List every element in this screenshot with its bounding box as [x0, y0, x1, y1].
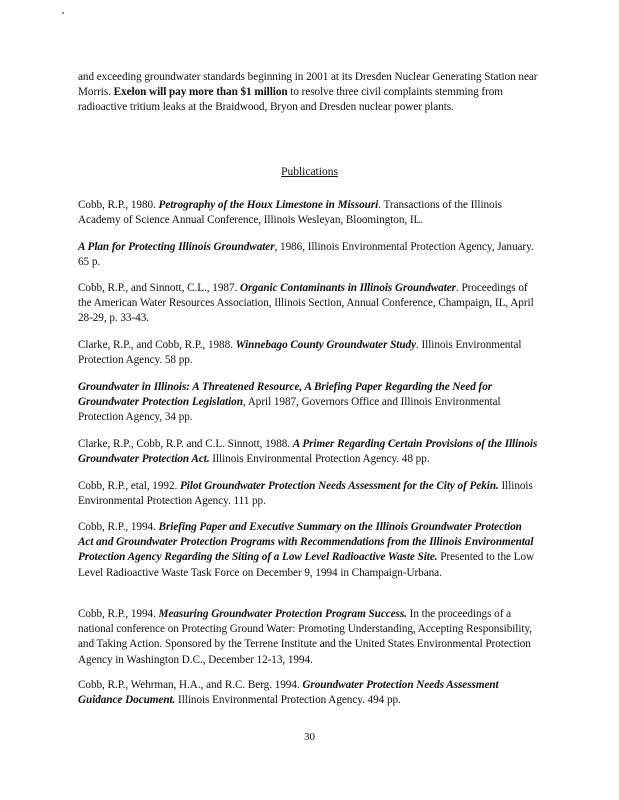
entry-details: Illinois Environmental Protection Agency. 111 pp.	[78, 480, 533, 508]
entry-title: A Primer Regarding Certain Provisions of the Illinois Groundwater Protection Act.	[78, 438, 538, 466]
publication-entry	[78, 240, 538, 270]
entry-authors: Clarke, R.P., and Cobb, R.P., 1988.	[78, 339, 236, 351]
entry-authors: Cobb, R.P., 1994.	[78, 521, 159, 533]
entry-authors: Cobb, R.P., Wehrman, H.A., and R.C. Berg. 1994.	[78, 679, 303, 691]
entry-details: In the proceedings of a national conference on Protecting Ground Water: Promoting Understanding, Accepting Responsibility, and Taking Action. Sponsored by the Terrene Institute and the United States Environmental Protection Agency in Washington D.C., December 12-13, 1994.	[78, 608, 533, 666]
intro-text-2: to resolve three civil complaints stemming from radioactive tritium leaks at the Braidwood, Bryon and Dresden nuclear power plants.	[78, 86, 503, 114]
publication-entry	[78, 198, 538, 228]
publication-entry	[78, 479, 538, 509]
entry-title: Briefing Paper and Executive Summary on the Illinois Groundwater Protection Act and Groundwater Protection Programs with Recommendations from the Illinois Environmental Protection Agency Regarding the Siting of a Low Level Radioactive Waste Site.	[78, 521, 534, 564]
intro-paragraph	[78, 70, 538, 116]
entry-details: , 1986, Illinois Environmental Protection Agency, January. 65 p.	[78, 241, 534, 269]
entry-details: . Proceedings of the American Water Resources Association, Illinois Section, Annual Conference, Champaign, IL, April 28-29, p. 33-43.	[78, 282, 534, 325]
entry-authors: Cobb, R.P., 1994.	[78, 608, 159, 620]
entry-authors: Cobb, R.P., etal, 1992.	[78, 480, 180, 492]
publication-entry	[78, 338, 538, 368]
entry-title: Groundwater Protection Needs Assessment Guidance Document.	[78, 679, 499, 707]
entry-details: Illinois Environmental Protection Agency. 48 pp.	[209, 453, 430, 466]
entry-authors: Clarke, R.P., Cobb, R.P. and C.L. Sinnott, 1988.	[78, 438, 293, 450]
entry-title: Groundwater in Illinois: A Threatened Resource, A Briefing Paper Regarding the Need for Groundwater Protection Legislation	[78, 381, 493, 409]
entry-title: Pilot Groundwater Protection Needs Assessment for the City of Pekin.	[179, 480, 499, 492]
intro-bold-text: Exelon will pay more than $1 million	[113, 86, 288, 99]
entry-authors: Cobb, R.P., 1980.	[78, 199, 159, 211]
publication-entry	[78, 520, 538, 581]
entry-title: Organic Contaminants in Illinois Groundwater	[239, 282, 456, 294]
entry-authors: Cobb, R.P., and Sinnott, C.L., 1987.	[78, 282, 240, 294]
entry-title: Petrography of the Houx Limestone in Missouri	[158, 199, 379, 211]
page-number: 30	[304, 731, 315, 743]
entry-details: Presented to the Low Level Radioactive Waste Task Force on December 9, 1994 in Champaign-Urbana.	[78, 551, 535, 579]
intro-text-1: and exceeding groundwater standards beginning in 2001 at its Dresden Nuclear Generating Station near Morris.	[78, 71, 538, 99]
entry-details: Illinois Environmental Protection Agency. 494 pp.	[175, 694, 401, 707]
entry-details: . Illinois Environmental Protection Agency. 58 pp.	[78, 339, 522, 367]
publication-entry	[78, 281, 538, 327]
entry-title: Measuring Groundwater Protection Program Success.	[158, 608, 407, 620]
publication-entry	[78, 437, 538, 467]
publication-entry	[78, 678, 538, 708]
scan-speck	[62, 12, 64, 14]
entry-title: A Plan for Protecting Illinois Groundwater	[78, 241, 275, 253]
publication-entry	[78, 607, 538, 668]
entry-title: Winnebago County Groundwater Study	[235, 339, 416, 351]
entry-details: , April 1987, Governors Office and Illinois Environmental Protection Agency, 34 pp.	[78, 396, 501, 424]
publications-heading: Publications	[281, 166, 338, 178]
entry-details: . Transactions of the Illinois Academy of Science Annual Conference, Illinois Wesleyan, Bloomington, IL.	[78, 199, 502, 227]
publication-entry	[78, 380, 538, 426]
